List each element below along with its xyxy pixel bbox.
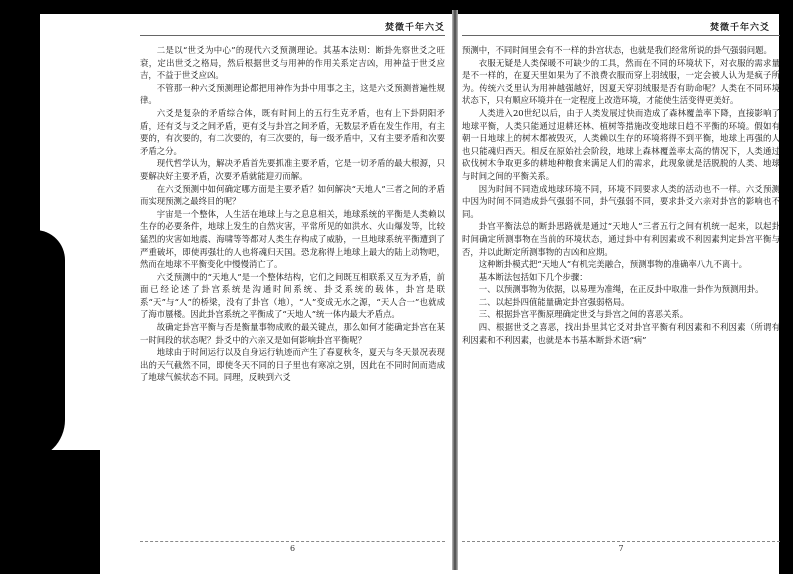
scan-shadow-top	[0, 0, 793, 14]
paragraph: 基本断法包括如下几个步骤：	[478, 271, 588, 282]
paragraph: 六爻预测中的“天地人”是一个整体结构，它们之间既互相联系又互为矛盾，前面已经论述了卦宫系统是沟通时间系统、卦爻系统的载体，卦宫是联系“天”与“人”的桥梁，没有了卦宫（地），“人”变成无水之源，“天人合一”也就成了海市蜃楼。因此卦宫系统之平衡成了“天地人”统一体内最大矛盾点。	[140, 271, 445, 320]
paragraph: 二是以“世爻为中心”的现代六爻预测理论。其基本法则：断卦先察世爻之旺衰，定出世爻之格局，然后根据世爻与用神的作用关系定吉凶，用神益于世爻应吉，不益于世爻应凶。	[140, 45, 445, 81]
paragraph: 三、根据卦宫平衡原理确定世爻与卦宫之间的喜恶关系。	[478, 309, 689, 320]
left-page	[140, 23, 445, 560]
paragraph: 四、根据世爻之喜恶，找出卦里其它爻对卦宫平衡有利因素和不利因素（所谓有利因素和不利因素，也就是本书基本断卦术语“病”	[462, 322, 780, 345]
paragraph: 宇宙是一个整体，人生活在地球上与之息息相关，地球系统的平衡是人类赖以生存的必要条件，地球上发生的自然灾害，平常所见的如洪水、火山爆发等，比较猛烈的灾害如地震、海啸等等都对人类生存构成了威胁，一旦地球系统平衡遭到了严重破坏，即使再强壮的人也将魂归天国。恐龙称得上地球上最大的陆上动物吧，然而在地球不平衡变化中慢慢消亡了。	[140, 208, 445, 270]
book-gutter	[452, 10, 458, 570]
right-running-header: 焚徵千年六爻	[709, 23, 770, 33]
paragraph: 地球由于时间运行以及自身运行轨迹而产生了春夏秋冬，夏天与冬天景况表现出的天气截然不同，即使冬天不同的日子里也有寒凉之别，因此在不同时间而造成了地球气候状态不同。同理，反映到六爻	[140, 347, 445, 383]
right-header-rule	[462, 35, 780, 36]
paragraph: 六爻是复杂的矛盾综合体，既有时间上的五行生克矛盾，也有上下卦阴阳矛盾，还有爻与爻之间矛盾，更有爻与卦宫之间矛盾，无数层矛盾在发生作用，有主要的，有次要的，有二次要的，有三次要的，每一级矛盾中，又有主要矛盾和次要矛盾之分。	[140, 107, 445, 156]
paragraph: 卦宫平衡法总的断卦思路就是通过“天地人”三者五行之间有机统一起来，以起卦时间确定所测事物在当前的环境状态，通过卦中有利因素或不利因素判定卦宫平衡与否，并以此断定所测事物的吉凶和应期。	[462, 221, 780, 257]
scan-shadow-blot-lower	[0, 450, 100, 574]
right-page-body	[462, 44, 780, 346]
right-page-number: 7	[618, 544, 624, 553]
paragraph: 在六爻预测中如何确定哪方面是主要矛盾？如何解决“天地人”三者之间的矛盾而实现预测之最终目的呢？	[140, 183, 445, 207]
scan-shadow-blot	[0, 230, 65, 460]
left-page-number: 6	[289, 544, 296, 553]
right-page	[462, 23, 780, 560]
paragraph: 预测中，不同时间里会有不一样的卦宫状态，也就是我们经常所说的卦气强弱问题。	[462, 45, 772, 55]
scan-shadow-right	[779, 0, 793, 574]
paragraph: 不管那一种六爻预测理论都把用神作为卦中用事之主，这是六爻预测普遍性规律。	[140, 82, 445, 106]
paragraph: 因为时间不同造成地球环境不同，环境不同要求人类的活动也不一样。六爻预测中因为时间不同造成卦气强弱不同，卦气强弱不同，要求卦爻六亲对卦宫的影响也不同。	[462, 183, 780, 219]
paragraph: 故确定卦宫平衡与否是衡量事物成败的最关键点，那么如何才能确定卦宫在某一时间段的状态呢？卦爻中的六亲又是如何影响卦宫平衡呢？	[140, 322, 445, 345]
paragraph: 衣服无疑是人类保暖不可缺少的工具，然而在不同的环境状下，对衣服的需求量是不一样的，在夏天里如果为了不浪费衣服而穿上羽绒服，一定会被人认为是疯子所为。传统六爻里认为用神越强越好，因夏天穿羽绒服是否有助命呢？人类在不同环境状态下，只有顺应环境并在一定程度上改造环境，才能使生活变得更美好。	[462, 57, 780, 106]
left-running-header: 焚徵千年六爻	[384, 23, 445, 33]
left-page-body	[140, 44, 445, 384]
paragraph: 现代哲学认为，解决矛盾首先要抓准主要矛盾，它是一切矛盾的最大根源，只要解决好主要矛盾，次要矛盾就能迎刃而解。	[140, 158, 445, 181]
paragraph: 这种断卦模式把“天地人”有机完美融合，预测事物的准确率八九不离十。	[478, 259, 747, 270]
right-footer	[462, 541, 780, 556]
left-footer	[140, 541, 445, 556]
paragraph: 人类进入20世纪以后，由于人类发展过快而造成了森林覆盖率下降，直接影响了地球平衡，人类只能通过退耕还林、植树等措施改变地球日趋不平衡的环境。假如有朝一日地球上的树木都被毁灭，人类赖以生存的环境将得不到平衡，地球上再强的人也只能魂归西天。相反在原始社会阶段，地球上森林覆盖率太高的情况下，人类通过砍伐树木争取更多的耕地种粮食来满足人们的需求，此现象就是活脱脱的人类、地球与时间之间的平衡关系。	[462, 107, 780, 181]
paragraph: 一、以预测事物为依据，以易理为准绳，在正反卦中取准一卦作为预测用卦。	[478, 284, 764, 295]
paragraph: 二、以起卦四值能量确定卦宫强弱格局。	[478, 296, 630, 307]
left-header-rule	[140, 35, 445, 36]
